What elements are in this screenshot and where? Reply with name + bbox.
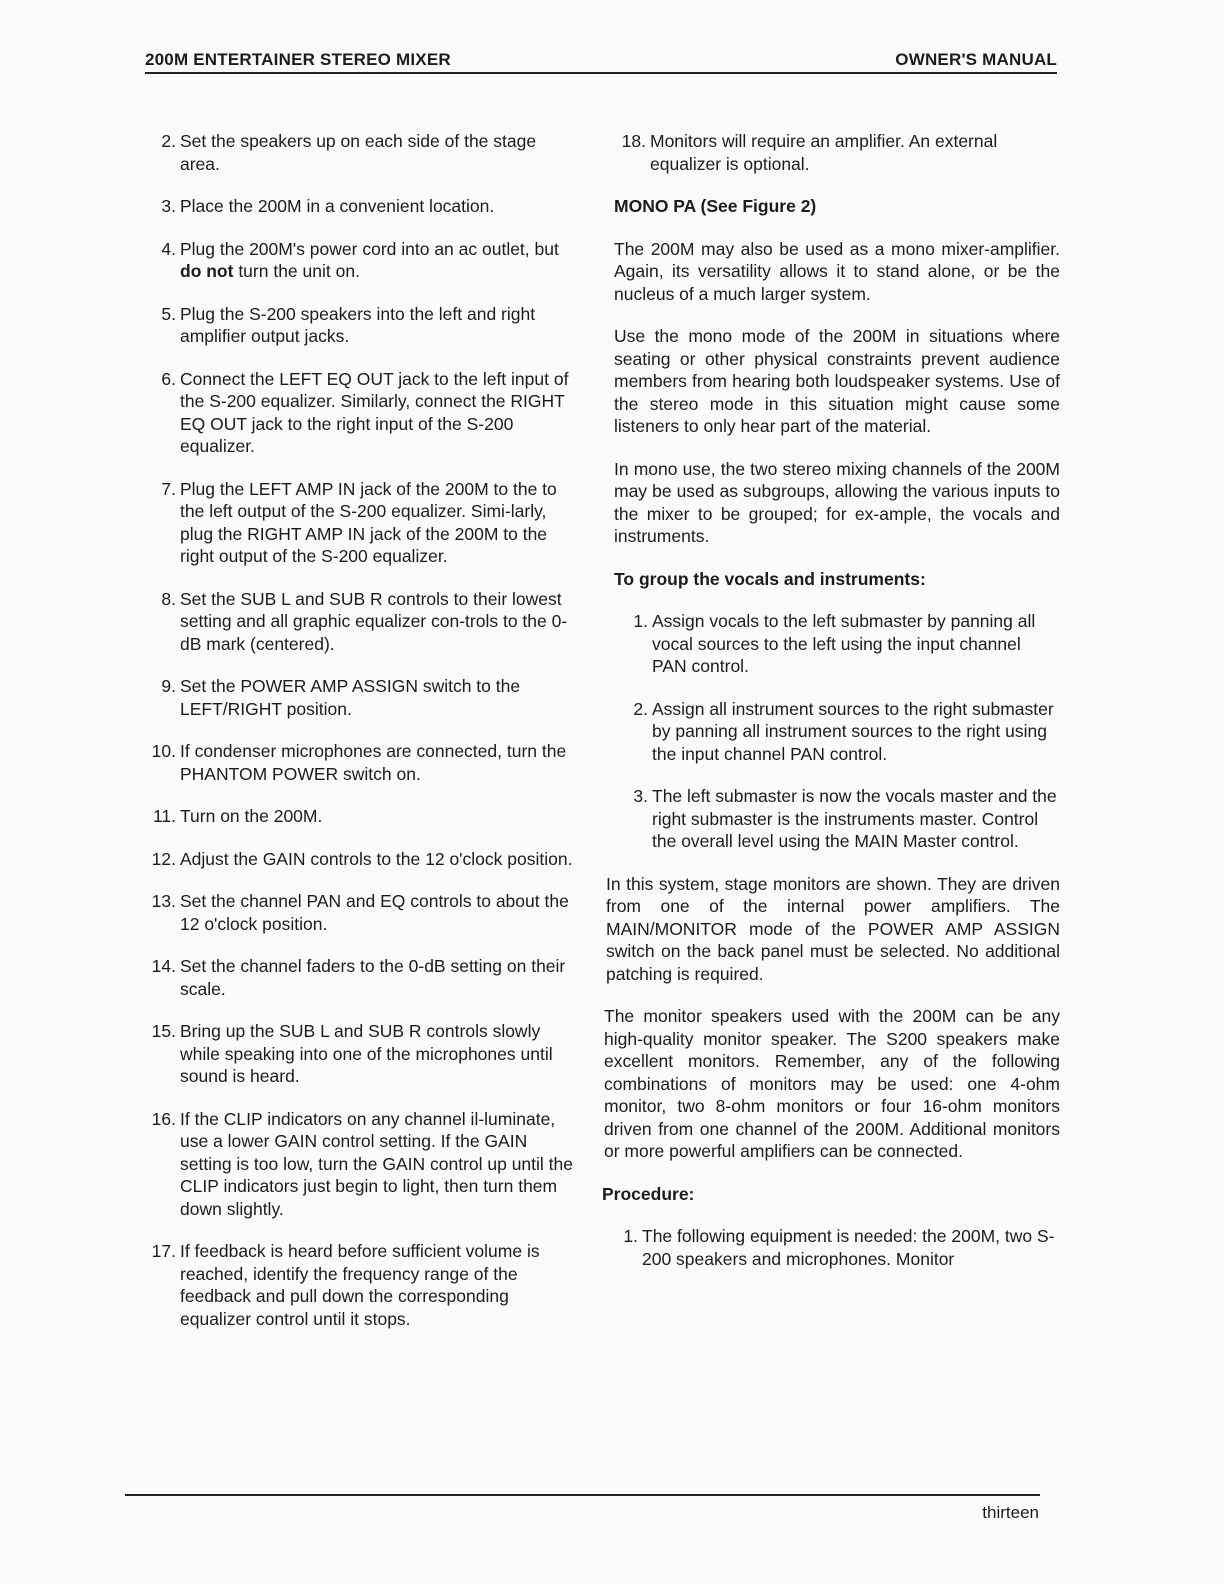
step-number: 5.: [161, 303, 176, 324]
header-manual-label: OWNER'S MANUAL: [895, 50, 1057, 69]
step-text: The following equipment is needed: the 200M, two S-200 speakers and microphones. Monitor: [642, 1226, 1055, 1269]
step-item: [140, 1108, 578, 1221]
step-item: [140, 740, 578, 785]
step-text: Plug the 200M's power cord into an ac outlet, but: [180, 238, 559, 259]
step-number: 13.: [151, 891, 176, 911]
step-number: 6.: [161, 368, 176, 389]
step-text: Assign vocals to the left submaster by panning all vocal sources to the left using the input channel PAN control.: [652, 611, 1036, 676]
step-item: [140, 303, 578, 348]
step-item: [140, 130, 578, 175]
step-text: Monitors will require an amplifier. An external equalizer is optional.: [650, 131, 998, 174]
step-item: [140, 675, 578, 720]
step-number: 11.: [152, 806, 176, 826]
step-item: [140, 848, 578, 871]
step-text: The left submaster is now the vocals master and the right submaster is the instruments master. Control the overall level using the MAIN Master control.: [652, 786, 1057, 851]
right-column: [600, 130, 1060, 1290]
paragraph: In mono use, the two stereo mixing channels of the 200M may be used as subgroups, allowing the various inputs to the mixer to be grouped; for ex-ample, the vocals and instruments.: [614, 458, 1060, 546]
step-text: turn the unit on.: [233, 261, 360, 281]
step-text: Set the POWER AMP ASSIGN switch to the LEFT/RIGHT position.: [180, 676, 521, 719]
step-number: 12.: [151, 848, 176, 869]
step-text: Set the channel PAN and EQ controls to about the 12 o'clock position.: [180, 891, 569, 934]
step-text: Adjust the GAIN controls to the 12 o'clock position.: [180, 848, 573, 869]
step-number: 2.: [161, 131, 176, 151]
step-text: Plug the LEFT AMP IN jack of the 200M to the to the left output of the S-200 equalizer. Simi-larly, plug the RIGHT AMP IN jack of the 200M to the right output of the S-200 equalizer.: [180, 478, 557, 566]
paragraph: Use the mono mode of the 200M in situations where seating or other physical constraints prevent audience members from hearing both loudspeaker systems. Use of the stereo mode in this situation might cause some listeners to only hear part of the material.: [614, 326, 1060, 436]
page-number: thirteen: [982, 1503, 1039, 1522]
step-text: Assign all instrument sources to the right submaster by panning all instrument sources to the right using the input channel PAN control.: [652, 698, 1054, 764]
step-number: 15.: [151, 1021, 176, 1041]
step-text: Turn on the 200M.: [180, 806, 323, 826]
footer-rule: [125, 1494, 1040, 1496]
step-item: [140, 368, 578, 458]
paragraph: In this system, stage monitors are shown. They are driven from one of the internal power amplifiers. The MAIN/MONITOR mode of the POWER AMP ASSIGN switch on the back panel must be selected. No additional patching is required.: [606, 873, 1060, 984]
step-number: 14.: [151, 956, 176, 976]
step-item: [140, 1020, 578, 1088]
group-step: [600, 785, 1060, 853]
step-item: [140, 805, 578, 828]
section-heading-procedure: Procedure:: [602, 1183, 695, 1204]
step-item: [140, 955, 578, 1000]
step-text: If feedback is heard before sufficient volume is reached, identify the frequency range of the feedback and pull down the corresponding equalizer control until it stops.: [180, 1241, 540, 1329]
step-text: Place the 200M in a convenient location.: [180, 196, 495, 216]
step-number: 3.: [161, 196, 176, 216]
page-header: [145, 50, 1057, 74]
step-number: 2.: [633, 698, 648, 719]
step-item: [140, 1240, 578, 1330]
step-number: 3.: [633, 786, 648, 806]
step-text: If the CLIP indicators on any channel il-luminate, use a lower GAIN control setting. If the GAIN setting is too low, turn the GAIN control up until the CLIP indicators just begin to light, then turn them down slightly.: [180, 1108, 573, 1219]
step-text: Plug the S-200 speakers into the left and right amplifier output jacks.: [180, 303, 536, 346]
step-text: Connect the LEFT EQ OUT jack to the left input of the S-200 equalizer. Similarly, connect the RIGHT EQ OUT jack to the right input of the S-200 equalizer.: [180, 368, 569, 456]
step-item: [140, 890, 578, 935]
step-emphasis: do not: [180, 261, 234, 281]
left-column: [140, 130, 578, 1350]
step-number: 4.: [161, 238, 176, 259]
step-text: Set the speakers up on each side of the stage area.: [180, 131, 537, 174]
group-step: [600, 698, 1060, 766]
step-item: [140, 588, 578, 656]
step-text: Set the SUB L and SUB R controls to their lowest setting and all graphic equalizer con-trols to the 0-dB mark (centered).: [180, 588, 568, 654]
paragraph: The 200M may also be used as a mono mixer-amplifier. Again, its versatility allows it to stand alone, or be the nucleus of a much larger system.: [614, 238, 1060, 304]
step-number: 7.: [161, 478, 176, 499]
step-item: [600, 130, 1060, 175]
paragraph: The monitor speakers used with the 200M can be any high-quality monitor speaker. The S200 speakers make excellent monitors. Remember, any of the following combinations of monitors may be used: one 4-ohm monitor, two 8-ohm monitors or four 16-ohm monitors driven from one channel of the 200M. Additional monitors or more powerful amplifiers can be connected.: [604, 1006, 1060, 1161]
step-number: 10.: [151, 741, 176, 761]
step-number: 18.: [621, 131, 646, 151]
procedure-step: [600, 1225, 1060, 1270]
step-item: [140, 478, 578, 568]
step-item: [140, 238, 578, 283]
step-text: Set the channel faders to the 0-dB setting on their scale.: [180, 956, 566, 999]
step-item: [140, 195, 578, 218]
step-number: 8.: [161, 588, 176, 609]
step-number: 17.: [151, 1241, 176, 1261]
step-text: Bring up the SUB L and SUB R controls slowly while speaking into one of the microphones until sound is heard.: [180, 1021, 553, 1086]
step-number: 1.: [633, 611, 648, 631]
step-number: 16.: [151, 1108, 176, 1129]
section-heading-mono-pa: MONO PA (See Figure 2): [614, 196, 817, 216]
step-text: If condenser microphones are connected, turn the PHANTOM POWER switch on.: [180, 741, 567, 784]
section-heading-grouping: To group the vocals and instruments:: [614, 568, 926, 589]
group-step: [600, 610, 1060, 678]
header-title: 200M ENTERTAINER STEREO MIXER: [145, 50, 451, 69]
step-number: 1.: [623, 1226, 638, 1246]
step-number: 9.: [161, 676, 176, 696]
